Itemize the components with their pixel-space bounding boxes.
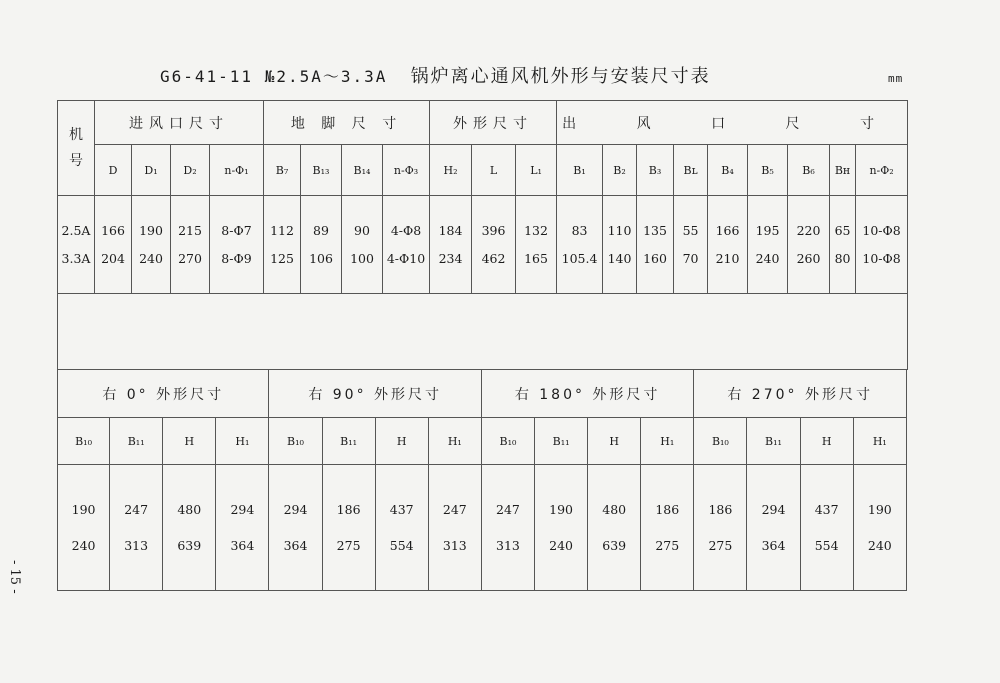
table-value: 190 [139,222,163,238]
value-cell [264,196,301,294]
table-value: 240 [71,537,96,553]
table-value: 396 [481,222,506,238]
table-value: 270 [178,250,202,266]
table-value: 215 [178,222,202,238]
table-value: 4-Φ8 [390,222,422,238]
value-cell [747,465,800,591]
group-inlet: 进风口尺寸 [95,101,264,145]
table-value: 240 [139,250,163,266]
table-value: 204 [101,250,125,266]
column-header: B₁₁ [322,418,375,465]
table-value: 639 [602,537,627,553]
value-cell [383,196,430,294]
table-value: 240 [755,250,780,266]
column-header: D₂ [171,145,210,196]
table-value: 234 [438,250,463,266]
column-header: B₃ [637,145,674,196]
column-header: H₁ [428,418,481,465]
table-value: 480 [177,501,202,517]
table-value: 364 [230,537,255,553]
value-cell [132,196,171,294]
orientation-group-header: 右 270° 外形尺寸 [694,370,907,418]
column-header: H₁ [641,418,694,465]
table-value: 190 [549,501,573,517]
value-cell [210,196,264,294]
value-cell [674,196,708,294]
value-cell [481,465,534,591]
table-value: 220 [796,222,821,238]
column-header: B₁₁ [110,418,163,465]
column-header: B₁ [557,145,603,196]
column-header: Bʟ [674,145,708,196]
table-value: 70 [682,250,699,266]
table-value: 294 [761,501,786,517]
column-header: B₁₁ [747,418,800,465]
value-cell [830,196,856,294]
column-header: L [472,145,516,196]
table-value: 437 [814,501,839,517]
orientation-group-header: 右 0° 外形尺寸 [58,370,269,418]
column-header: B₁₃ [301,145,342,196]
value-cell [788,196,830,294]
value-cell [535,465,588,591]
column-header: Bʜ [830,145,856,196]
table-value: 186 [336,501,361,517]
value-cell [269,465,322,591]
column-header: B₁₁ [535,418,588,465]
page-number: - 15 - [7,560,22,594]
value-cell [95,196,132,294]
value-cell [430,196,472,294]
table-value: 135 [643,222,667,238]
model-header: 机 号 [58,101,95,196]
table-value: 65 [834,222,851,238]
table-value: 275 [655,537,680,553]
group-foot: 地 脚 尺 寸 [264,101,430,145]
value-cell [694,465,747,591]
table-value: 240 [867,537,892,553]
column-header: H [163,418,216,465]
table-value: 313 [442,537,467,553]
orientation-group-header: 右 180° 外形尺寸 [481,370,693,418]
table-value: 554 [389,537,414,553]
column-header: B₅ [748,145,788,196]
table-value: 112 [270,222,294,238]
value-cell [171,196,210,294]
value-cell [557,196,603,294]
value-cell [472,196,516,294]
column-header: L₁ [516,145,557,196]
value-cell [342,196,383,294]
value-cell [800,465,853,591]
table-value: 462 [481,250,506,266]
column-header: n-Φ₁ [210,145,264,196]
table-value: 110 [607,222,632,238]
table-value: 294 [230,501,255,517]
table-value: 313 [124,537,149,553]
dimension-table-orientation [57,369,907,591]
column-header: B₄ [708,145,748,196]
column-header: B₁₀ [694,418,747,465]
value-cell [708,196,748,294]
value-cell [301,196,342,294]
column-header: H₁ [216,418,269,465]
table-value: 437 [389,501,414,517]
value-cell [375,465,428,591]
table-value: 275 [708,537,733,553]
table-value: 247 [496,501,520,517]
column-header: H₁ [853,418,906,465]
page-title [160,62,711,88]
value-cell [637,196,674,294]
value-cell [428,465,481,591]
table-value: 89 [313,222,329,238]
value-cell [853,465,906,591]
table-value: 186 [708,501,733,517]
table-value: 364 [283,537,308,553]
table-value: 106 [309,250,333,266]
title-code: G6-41-11 №2.5A～3.3A [160,67,388,86]
table-value: 294 [283,501,308,517]
table-value: 186 [655,501,680,517]
table-value: 8-Φ7 [221,222,252,238]
column-header: H [800,418,853,465]
value-cell [588,465,641,591]
value-cell [216,465,269,591]
table-value: 83 [571,222,588,238]
table-value: 260 [796,250,821,266]
column-header: B₁₀ [269,418,322,465]
column-header: H₂ [430,145,472,196]
dimension-table-main [57,100,908,370]
value-cell [110,465,163,591]
table-value: 480 [602,501,627,517]
table-value: 364 [761,537,786,553]
table-value: 4-Φ10 [386,250,426,266]
value-cell [322,465,375,591]
column-header: D₁ [132,145,171,196]
table-value: 125 [270,250,294,266]
table-value: 166 [101,222,125,238]
table-value: 55 [682,222,699,238]
table-value: 240 [549,537,573,553]
table-value: 160 [643,250,667,266]
table-value: 100 [350,250,374,266]
column-header: B₆ [788,145,830,196]
table-value: 140 [607,250,632,266]
value-cell [641,465,694,591]
column-header: B₁₄ [342,145,383,196]
model-cell [58,196,95,294]
column-header: H [375,418,428,465]
title-text: 锅炉离心通风机外形与安装尺寸表 [410,66,711,87]
group-outline: 外形尺寸 [430,101,557,145]
table-value: 247 [442,501,467,517]
value-cell [163,465,216,591]
value-cell [748,196,788,294]
column-header: B₂ [603,145,637,196]
column-header: D [95,145,132,196]
group-outlet: 出 风 口 尺 寸 [557,101,908,145]
column-header: H [588,418,641,465]
value-cell [856,196,908,294]
table-value: 639 [177,537,202,553]
table-value: 165 [524,250,548,266]
table-value: 190 [867,501,892,517]
unit-label: mm [888,72,904,85]
column-header: n-Φ₂ [856,145,908,196]
model-value: 3.3A [61,250,91,266]
column-header: B₇ [264,145,301,196]
table-value: 132 [524,222,548,238]
table-value: 10-Φ8 [862,250,901,266]
table-value: 275 [336,537,361,553]
value-cell [58,465,110,591]
column-header: B₁₀ [481,418,534,465]
table-value: 90 [354,222,370,238]
table-value: 8-Φ9 [221,250,252,266]
orientation-group-header: 右 90° 外形尺寸 [269,370,481,418]
table-value: 184 [438,222,463,238]
table-value: 166 [715,222,740,238]
table-value: 105.4 [561,250,598,266]
table-value: 313 [496,537,520,553]
table-value: 195 [755,222,780,238]
table-value: 247 [124,501,149,517]
table-value: 210 [715,250,740,266]
table-value: 80 [834,250,851,266]
table-value: 554 [814,537,839,553]
table-value: 190 [71,501,96,517]
value-cell [603,196,637,294]
blank-band [58,294,908,370]
model-value: 2.5A [61,222,91,238]
column-header: n-Φ₃ [383,145,430,196]
column-header: B₁₀ [58,418,110,465]
value-cell [516,196,557,294]
table-value: 10-Φ8 [862,222,901,238]
